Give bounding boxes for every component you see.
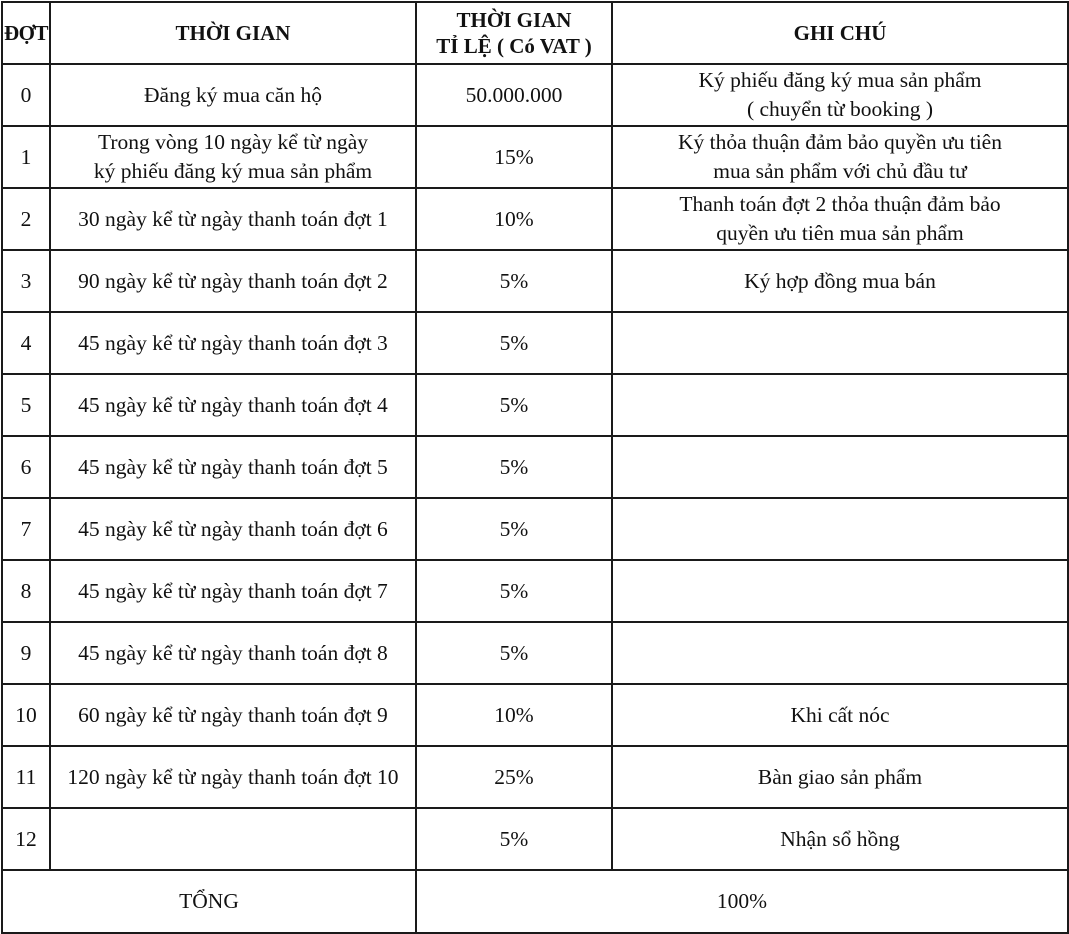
- cell-rate: 5%: [416, 560, 612, 622]
- cell-time-line: 45 ngày kể từ ngày thanh toán đợt 4: [78, 392, 388, 417]
- cell-dot: 10: [2, 684, 50, 746]
- table-row: [2, 250, 1068, 312]
- cell-time: [50, 374, 416, 436]
- total-label: TỔNG: [2, 870, 416, 933]
- table-row: [2, 374, 1068, 436]
- table-row: [2, 746, 1068, 808]
- header-row: [2, 2, 1068, 64]
- cell-note: [612, 436, 1068, 498]
- cell-note: [612, 250, 1068, 312]
- cell-rate: 5%: [416, 250, 612, 312]
- cell-time-line: 120 ngày kể từ ngày thanh toán đợt 10: [67, 764, 399, 789]
- cell-rate: 5%: [416, 374, 612, 436]
- cell-time: [50, 250, 416, 312]
- cell-time: [50, 498, 416, 560]
- cell-time-line: Trong vòng 10 ngày kể từ ngày: [97, 130, 369, 154]
- cell-time-line: 45 ngày kể từ ngày thanh toán đợt 5: [78, 454, 388, 479]
- total-value: 100%: [416, 870, 1068, 933]
- cell-dot: 11: [2, 746, 50, 808]
- cell-time-line: 45 ngày kể từ ngày thanh toán đợt 3: [78, 330, 388, 355]
- cell-time: [50, 188, 416, 250]
- table-row: [2, 560, 1068, 622]
- table-row: [2, 498, 1068, 560]
- cell-time-line: 30 ngày kể từ ngày thanh toán đợt 1: [78, 206, 388, 231]
- cell-time-line: 60 ngày kể từ ngày thanh toán đợt 9: [78, 702, 388, 727]
- cell-note-line: quyền ưu tiên mua sản phẩm: [716, 221, 964, 245]
- cell-note: [612, 746, 1068, 808]
- cell-rate: 25%: [416, 746, 612, 808]
- cell-time: [50, 64, 416, 126]
- cell-time: [50, 560, 416, 622]
- cell-dot: 8: [2, 560, 50, 622]
- cell-note: [612, 374, 1068, 436]
- cell-note-line: Ký thỏa thuận đảm bảo quyền ưu tiên: [678, 130, 1002, 154]
- cell-time-line: 90 ngày kể từ ngày thanh toán đợt 2: [78, 268, 388, 293]
- table-row: [2, 312, 1068, 374]
- header-rate-line-1: THỜI GIAN: [456, 8, 572, 32]
- cell-time: [50, 436, 416, 498]
- cell-dot: 2: [2, 188, 50, 250]
- schedule-body: [2, 64, 1068, 870]
- cell-dot: 9: [2, 622, 50, 684]
- cell-note: [612, 126, 1068, 188]
- header-note: GHI CHÚ: [612, 2, 1068, 64]
- cell-rate: 10%: [416, 188, 612, 250]
- cell-note-line: Ký hợp đồng mua bán: [744, 268, 936, 293]
- cell-rate: 5%: [416, 312, 612, 374]
- header-dot: ĐỢT: [2, 2, 50, 64]
- cell-rate: 5%: [416, 436, 612, 498]
- header-time: THỜI GIAN: [50, 2, 416, 64]
- table-row: [2, 188, 1068, 250]
- cell-time-line: 45 ngày kể từ ngày thanh toán đợt 6: [78, 516, 388, 541]
- cell-note: [612, 64, 1068, 126]
- cell-note: [612, 188, 1068, 250]
- cell-dot: 6: [2, 436, 50, 498]
- cell-rate: 5%: [416, 808, 612, 870]
- cell-rate: 5%: [416, 622, 612, 684]
- cell-time-line: ký phiếu đăng ký mua sản phẩm: [93, 159, 373, 183]
- table-row: [2, 126, 1068, 188]
- cell-note-line: Nhận sổ hồng: [780, 826, 900, 851]
- cell-note: [612, 808, 1068, 870]
- cell-note-line: Thanh toán đợt 2 thỏa thuận đảm bảo: [679, 192, 1001, 216]
- payment-schedule-table: [1, 1, 1069, 934]
- cell-note-line: Khi cất nóc: [790, 702, 890, 727]
- cell-rate: 5%: [416, 498, 612, 560]
- cell-dot: 4: [2, 312, 50, 374]
- header-rate-line-2: TỈ LỆ ( Có VAT ): [436, 34, 592, 58]
- table-row: [2, 436, 1068, 498]
- cell-note: [612, 622, 1068, 684]
- cell-rate: 15%: [416, 126, 612, 188]
- table-row: [2, 622, 1068, 684]
- cell-dot: 5: [2, 374, 50, 436]
- cell-time: [50, 684, 416, 746]
- cell-time-line: 45 ngày kể từ ngày thanh toán đợt 8: [78, 640, 388, 665]
- cell-note-line: mua sản phẩm với chủ đầu tư: [713, 159, 967, 183]
- cell-time: [50, 808, 416, 870]
- table-row: [2, 684, 1068, 746]
- cell-dot: 3: [2, 250, 50, 312]
- cell-note: [612, 684, 1068, 746]
- table-row: [2, 64, 1068, 126]
- cell-rate: 10%: [416, 684, 612, 746]
- cell-note: [612, 312, 1068, 374]
- cell-time: [50, 312, 416, 374]
- total-row: [2, 870, 1068, 933]
- cell-dot: 12: [2, 808, 50, 870]
- cell-note-line: Ký phiếu đăng ký mua sản phẩm: [698, 68, 982, 92]
- cell-time: [50, 622, 416, 684]
- cell-time: [50, 126, 416, 188]
- cell-dot: 0: [2, 64, 50, 126]
- cell-time-line: Đăng ký mua căn hộ: [144, 82, 322, 107]
- table-row: [2, 808, 1068, 870]
- cell-note: [612, 560, 1068, 622]
- cell-time-line: 45 ngày kể từ ngày thanh toán đợt 7: [78, 578, 388, 603]
- cell-note-line: ( chuyển từ booking ): [746, 97, 933, 121]
- cell-note: [612, 498, 1068, 560]
- cell-rate: 50.000.000: [416, 64, 612, 126]
- header-rate: [416, 2, 612, 64]
- cell-dot: 1: [2, 126, 50, 188]
- cell-time: [50, 746, 416, 808]
- cell-dot: 7: [2, 498, 50, 560]
- cell-note-line: Bàn giao sản phẩm: [757, 764, 923, 789]
